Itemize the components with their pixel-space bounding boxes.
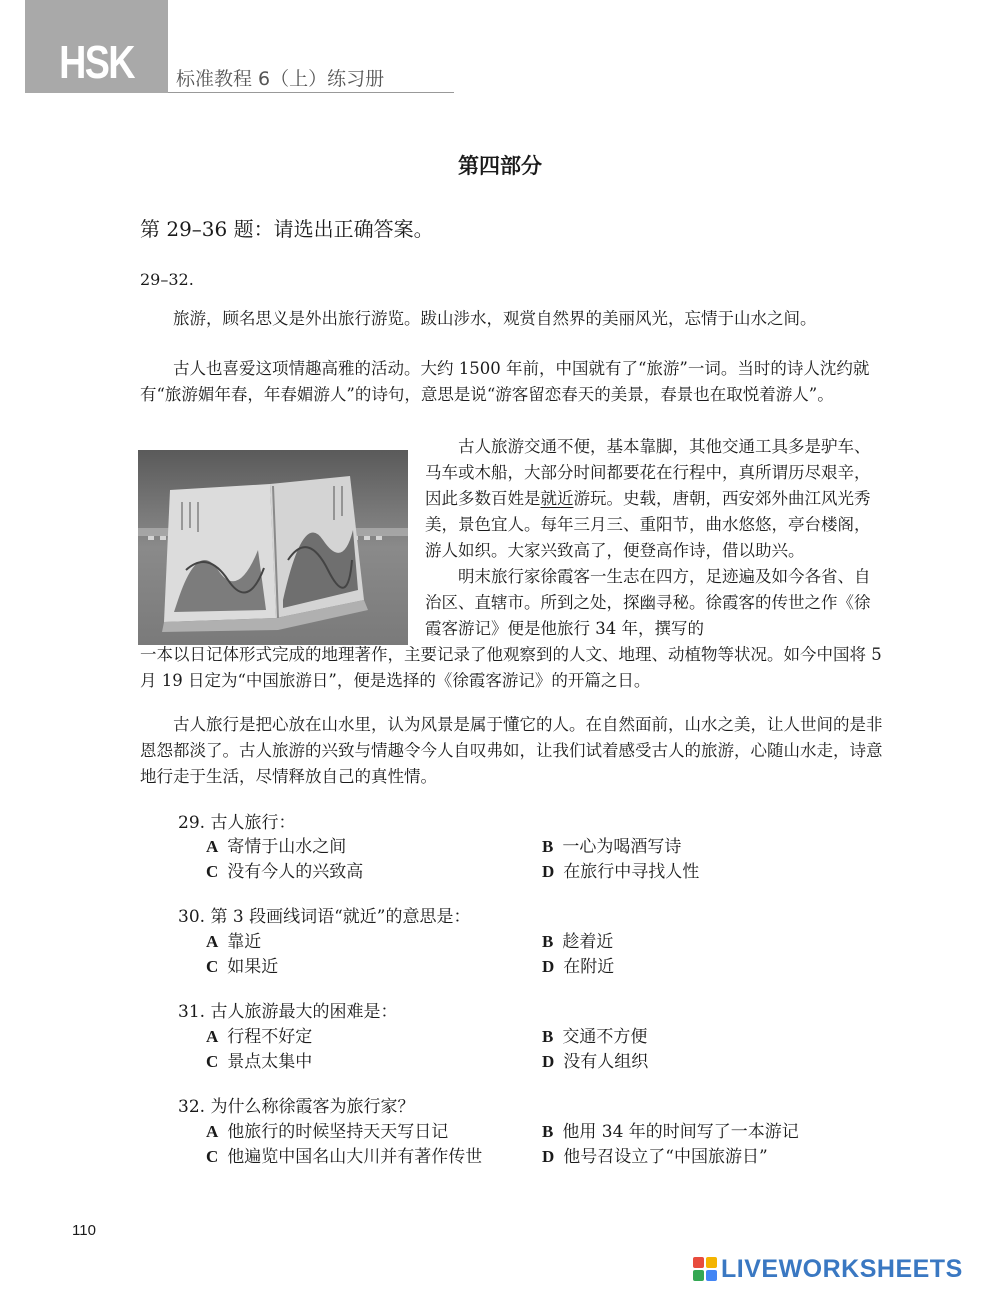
option-a[interactable]: A 寄情于山水之间 [206,837,347,857]
question-stem: 31. 古人旅游最大的困难是： [178,1002,398,1022]
question-32 [178,1094,898,1167]
question-stem: 32. 为什么称徐霞客为旅行家？ [178,1097,415,1117]
passage-paragraph-2: 古人也喜爱这项情趣高雅的活动。大约 1500 年前，中国就有了“旅游”一词。当时的诗人沈约就有“旅游媚年春，年春媚游人”的诗句，意思是说“游客留恋春天的美景，春景也在取悦着游人”。 [140,359,870,404]
hsk-logo: HSK [59,36,134,88]
question-range: 29–32. [140,270,194,289]
option-b[interactable]: B 交通不方便 [542,1027,648,1047]
header-logo-box [25,0,168,93]
question-30 [178,904,898,977]
option-d[interactable]: D 他号召设立了“中国旅游日” [542,1147,768,1167]
ancient-book-photo [138,450,408,645]
header-rule [168,92,454,93]
option-a[interactable]: A 靠近 [206,932,262,952]
page-number: 110 [72,1222,96,1239]
liveworksheets-wordmark: LIVEWORKSHEETS [721,1254,963,1283]
question-stem: 29. 古人旅行： [178,813,296,833]
option-a[interactable]: A 他旅行的时候坚持天天写日记 [206,1122,449,1142]
option-b[interactable]: B 他用 34 年的时间写了一本游记 [542,1122,799,1142]
option-b[interactable]: B 趁着近 [542,932,614,952]
liveworksheets-logo-icon [693,1257,717,1281]
option-d[interactable]: D 在旅行中寻找人性 [542,862,700,882]
underlined-word: 就近 [540,489,574,508]
passage-paragraph-1: 旅游，顾名思义是外出旅行游览。跋山涉水，观赏自然界的美丽风光，忘情于山水之间。 [173,309,817,328]
option-c[interactable]: C 如果近 [206,957,279,977]
option-d[interactable]: D 没有人组织 [542,1052,649,1072]
option-c[interactable]: C 没有今人的兴致高 [206,862,364,882]
passage-paragraph-4a: 明末旅行家徐霞客一生志在四方，足迹遍及如今各省、自治区、直辖市。所到之处，探幽寻秘。徐霞客的传世之作《徐霞客游记》便是他旅行 34 年，撰写的 [425,567,871,638]
passage-paragraph-3: 古人旅游交通不便，基本靠脚，其他交通工具多是驴车、马车或木船，大部分时间都要花在行程中，真所谓历尽艰辛，因此多数百姓是就近游玩。史载，唐朝，西安郊外曲江风光秀美，景色宜人。每年三月三、重阳节，曲水悠悠，亭台楼阁，游人如织。大家兴致高了，便登高作诗，借以助兴。 明末旅行家徐霞客一生志在四方，足迹遍及如今各省、自治区、直辖市。所到之处，探幽寻秘。徐霞客的传世之作《徐霞客游记》便是他旅行 34 年，撰写的 [425,434,885,642]
option-c[interactable]: C 景点太集中 [206,1052,313,1072]
book-illustration-icon [138,450,408,645]
liveworksheets-brand[interactable] [693,1254,963,1284]
section-title: 第四部分 [458,154,542,178]
instruction: 第 29–36 题：请选出正确答案。 [140,217,434,241]
question-stem: 30. 第 3 段画线词语“就近”的意思是： [178,907,471,927]
passage-paragraph-4b: 一本以日记体形式完成的地理著作，主要记录了他观察到的人文、地理、动植物等状况。如今中国将 5 月 19 日定为“中国旅游日”，便是选择的《徐霞客游记》的开篇之日。 [140,645,882,690]
option-b[interactable]: B 一心为喝酒写诗 [542,837,682,857]
passage-paragraph-5: 古人旅行是把心放在山水里，认为风景是属于懂它的人。在自然面前，山水之美，让人世间的是非恩怨都淡了。古人旅游的兴致与情趣令今人自叹弗如，让我们试着感受古人的旅游，心随山水走，诗意地行走于生活，尽情释放自己的真性情。 [140,715,883,786]
question-29 [178,810,898,882]
option-d[interactable]: D 在附近 [542,957,615,977]
question-31 [178,999,898,1072]
option-c[interactable]: C 他遍览中国名山大川并有著作传世 [206,1147,483,1167]
option-a[interactable]: A 行程不好定 [206,1027,313,1047]
book-title: 标准教程 6（上）练习册 [176,68,385,90]
